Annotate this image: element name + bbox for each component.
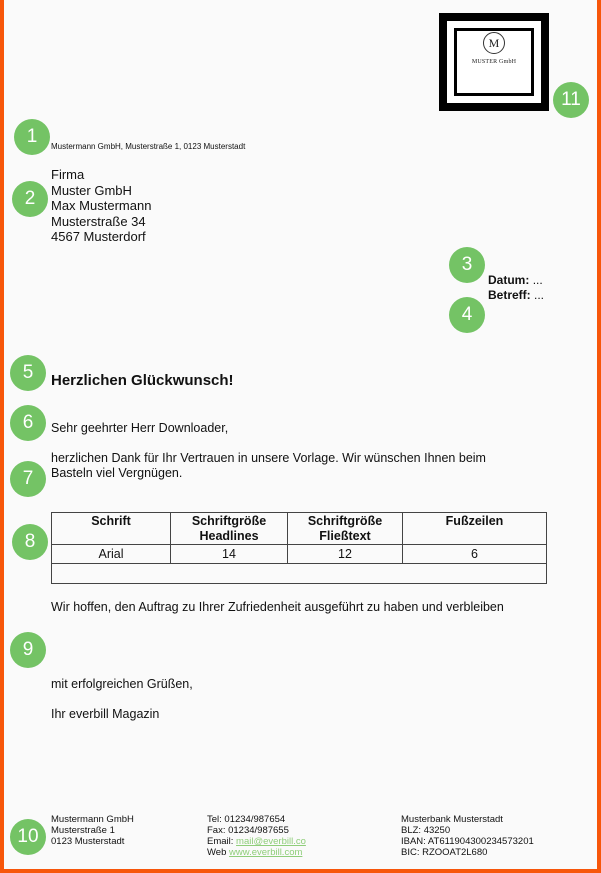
table-header: Fußzeilen — [403, 513, 547, 545]
recipient-line: Muster GmbH — [51, 182, 132, 198]
font-info-table — [51, 512, 547, 584]
date-row — [488, 273, 544, 288]
footer-contact — [207, 814, 306, 858]
logo-monogram: M — [483, 32, 505, 54]
reference-row — [488, 288, 544, 303]
closing-paragraph: Wir hoffen, den Auftrag zu Ihrer Zufriedenheit ausgeführt zu haben und verbleiben — [51, 600, 504, 614]
footer-bank: Musterbank Musterstadt BLZ: 43250 IBAN: AT611904300234573201 BIC: RZOOAT2L680 — [401, 814, 534, 858]
marker-10: 10 — [10, 819, 46, 855]
reference-label: Betreff: — [488, 288, 531, 302]
date-label: Datum: — [488, 273, 530, 287]
marker-3: 3 — [449, 247, 485, 283]
table-cell: 14 — [171, 545, 288, 564]
table-cell: Arial — [52, 545, 171, 564]
closing-phrase: mit erfolgreichen Grüßen, — [51, 677, 193, 691]
recipient-line: Firma — [51, 167, 85, 182]
table-header: Schrift — [52, 513, 171, 545]
footer-company: Mustermann GmbH Musterstraße 1 0123 Musterstadt — [51, 814, 134, 847]
table-header-row — [52, 513, 547, 545]
table-header: Schriftgröße Fließtext — [288, 513, 403, 545]
table-row — [52, 545, 547, 564]
recipient-address — [51, 167, 151, 245]
table-cell: 12 — [288, 545, 403, 564]
logo-name: MUSTER GmbH — [471, 59, 517, 65]
reference-value: ... — [534, 288, 545, 302]
table-cell-empty — [52, 564, 547, 584]
marker-9: 9 — [10, 632, 46, 668]
marker-2: 2 — [12, 181, 48, 217]
table-cell: 6 — [403, 545, 547, 564]
letter-subject: Herzlichen Glückwunsch! — [51, 372, 234, 389]
table-header: Schriftgröße Headlines — [171, 513, 288, 545]
recipient-line: Musterstraße 34 — [51, 213, 146, 229]
marker-6: 6 — [10, 405, 46, 441]
marker-8: 8 — [12, 524, 48, 560]
marker-11: 11 — [553, 82, 589, 118]
web-link[interactable]: www.everbill.com — [229, 847, 303, 858]
marker-7: 7 — [10, 461, 46, 497]
salutation: Sehr geehrter Herr Downloader, — [51, 421, 229, 435]
signoff: Ihr everbill Magazin — [51, 707, 160, 721]
body-paragraph: herzlichen Dank für Ihr Vertrauen in unsere Vorlage. Wir wünschen Ihnen beim Basteln viel Vergnügen. — [51, 451, 486, 480]
sender-line: Mustermann GmbH, Musterstraße 1, 0123 Musterstadt — [51, 142, 246, 151]
table-row-empty — [52, 564, 547, 584]
email-link[interactable]: mail@everbill.co — [236, 836, 306, 847]
footer-web: Web www.everbill.com — [207, 847, 303, 858]
recipient-line: Max Mustermann — [51, 198, 152, 213]
letter-page — [4, 0, 597, 869]
marker-4: 4 — [449, 297, 485, 333]
company-logo — [439, 13, 549, 111]
footer-email: Email: mail@everbill.co — [207, 836, 306, 847]
recipient-line: 4567 Musterdorf — [51, 229, 146, 244]
footer-tel: Tel: 01234/987654 — [207, 814, 286, 825]
footer-fax: Fax: 01234/987655 — [207, 825, 289, 836]
marker-1: 1 — [14, 119, 50, 155]
marker-5: 5 — [10, 355, 46, 391]
date-value: ... — [532, 273, 543, 287]
letter-meta — [488, 273, 544, 303]
